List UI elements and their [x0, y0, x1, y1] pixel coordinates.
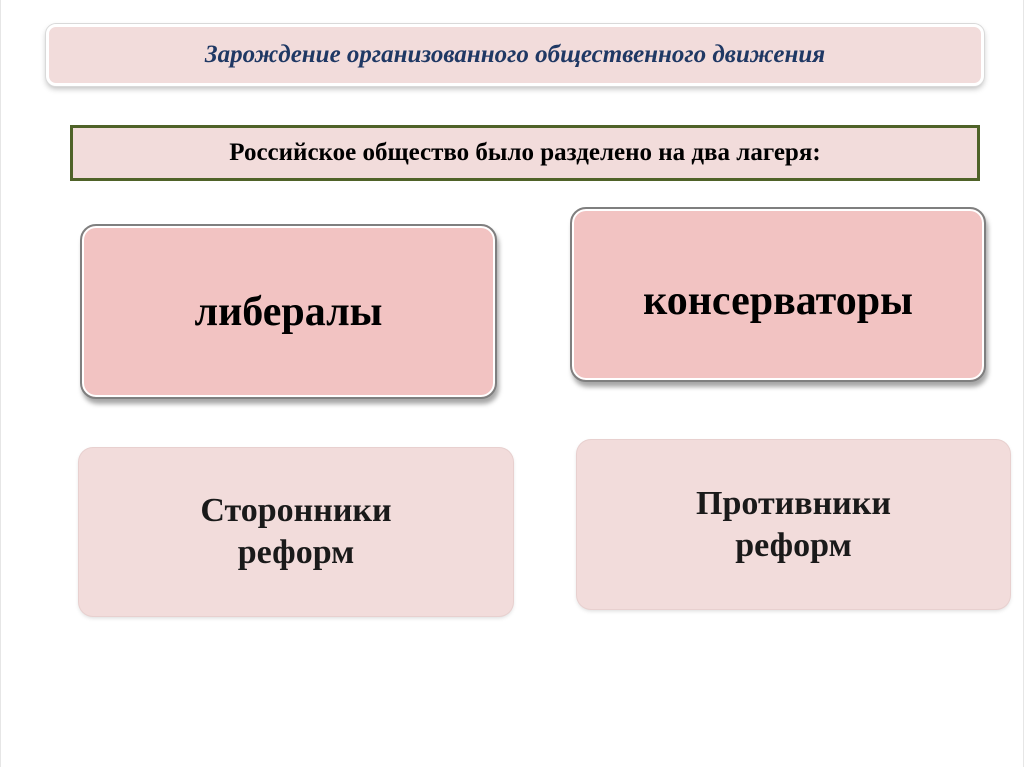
conservatives-label: консерваторы: [643, 278, 913, 324]
slide-title: Зарождение организованного общественного движения: [204, 41, 826, 68]
conservatives-box: [570, 207, 986, 382]
opponents-line-1: Противники: [696, 484, 891, 522]
opponents-box: [577, 440, 1010, 609]
subtitle-banner: [70, 125, 980, 181]
supporters-line-1: Сторонники: [200, 492, 392, 529]
opponents-line-2: реформ: [735, 526, 852, 564]
liberals-label: либералы: [194, 288, 383, 335]
supporters-text: [200, 490, 391, 574]
title-banner: [46, 24, 984, 86]
supporters-box: [79, 448, 513, 616]
opponents-text: [696, 483, 891, 567]
liberals-box: [80, 224, 497, 399]
slide-subtitle: Российское общество было разделено на два лагеря:: [229, 139, 821, 166]
supporters-line-2: реформ: [237, 534, 355, 571]
